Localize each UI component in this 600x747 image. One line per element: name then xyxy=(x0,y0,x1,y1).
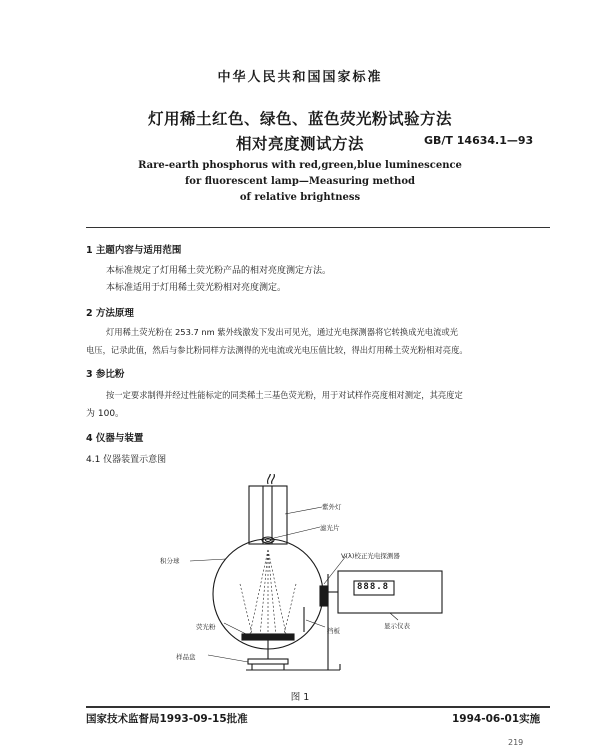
section-1-paragraph-2: 本标准适用于灯用稀土荧光粉相对亮度测定。 xyxy=(106,283,287,293)
section-4-1-heading: 4.1 仪器装置示意图 xyxy=(86,455,167,465)
section-1-paragraph-1: 本标准规定了灯用稀土荧光粉产品的相对亮度测定方法。 xyxy=(106,266,332,276)
section-4-heading: 4 仪器与装置 xyxy=(86,433,144,444)
english-title-line-2: for fluorescent lamp—Measuring method xyxy=(185,176,415,187)
section-3-paragraph-line-1: 按一定要求制得并经过性能标定的同类稀土三基色荧光粉，用于对试样作亮度相对测定，其亮度定 xyxy=(106,390,463,400)
page-number: 219 xyxy=(508,738,524,747)
section-2-heading: 2 方法原理 xyxy=(86,308,134,319)
photodetector xyxy=(320,586,328,606)
standard-number: GB/T 14634.1—93 xyxy=(424,134,534,147)
label-uv-lamp: 紫外灯 xyxy=(322,503,342,511)
effective-date: 1994-06-01实施 xyxy=(452,713,541,725)
national-standard-header: 中华人民共和国国家标准 xyxy=(217,70,383,85)
section-3-heading: 3 参比粉 xyxy=(86,369,125,380)
light-rays xyxy=(240,550,296,636)
approval-date: 国家技术监督局1993-09-15批准 xyxy=(86,713,248,725)
section-2-paragraph-line-2: 电压，记录此值，然后与参比粉同样方法测得的光电流或光电压值比较，得出灯用稀土荧光粉相对亮度。 xyxy=(86,345,468,355)
label-display: 显示仪表 xyxy=(384,622,410,630)
label-integrating-sphere: 积分球 xyxy=(160,557,180,565)
label-detector: V(λ)校正光电探测器 xyxy=(341,552,400,560)
section-2-paragraph-line-1: 灯用稀土荧光粉在 253.7 nm 紫外线激发下发出可见光，通过光电探测器将它转换成光电流或光 xyxy=(106,327,458,337)
phosphor-layer xyxy=(242,634,294,640)
apparatus-diagram xyxy=(150,474,470,686)
section-1-heading: 1 主题内容与适用范围 xyxy=(86,245,182,256)
label-phosphor: 荧光粉 xyxy=(196,623,216,631)
english-title-line-3: of relative brightness xyxy=(239,192,361,203)
title-line-2: 相对亮度测试方法 xyxy=(235,135,364,153)
lamp-wire xyxy=(268,474,271,484)
footer-divider xyxy=(86,706,550,708)
title-divider xyxy=(86,227,550,228)
label-sample-tray: 样品盘 xyxy=(176,653,196,661)
section-3-paragraph-line-2: 为 100。 xyxy=(86,409,125,419)
figure-caption: 图 1 xyxy=(290,692,310,703)
label-filter: 滤光片 xyxy=(320,524,340,532)
label-baffle: 挡板 xyxy=(327,627,340,635)
sample-tray xyxy=(248,659,288,664)
display-readout: 888.8 xyxy=(357,582,390,592)
title-line-1: 灯用稀土红色、绿色、蓝色荧光粉试验方法 xyxy=(147,110,452,128)
uv-lamp-housing xyxy=(249,486,287,544)
english-title-line-1: Rare-earth phosphorus with red,green,blue luminescence xyxy=(138,160,462,171)
